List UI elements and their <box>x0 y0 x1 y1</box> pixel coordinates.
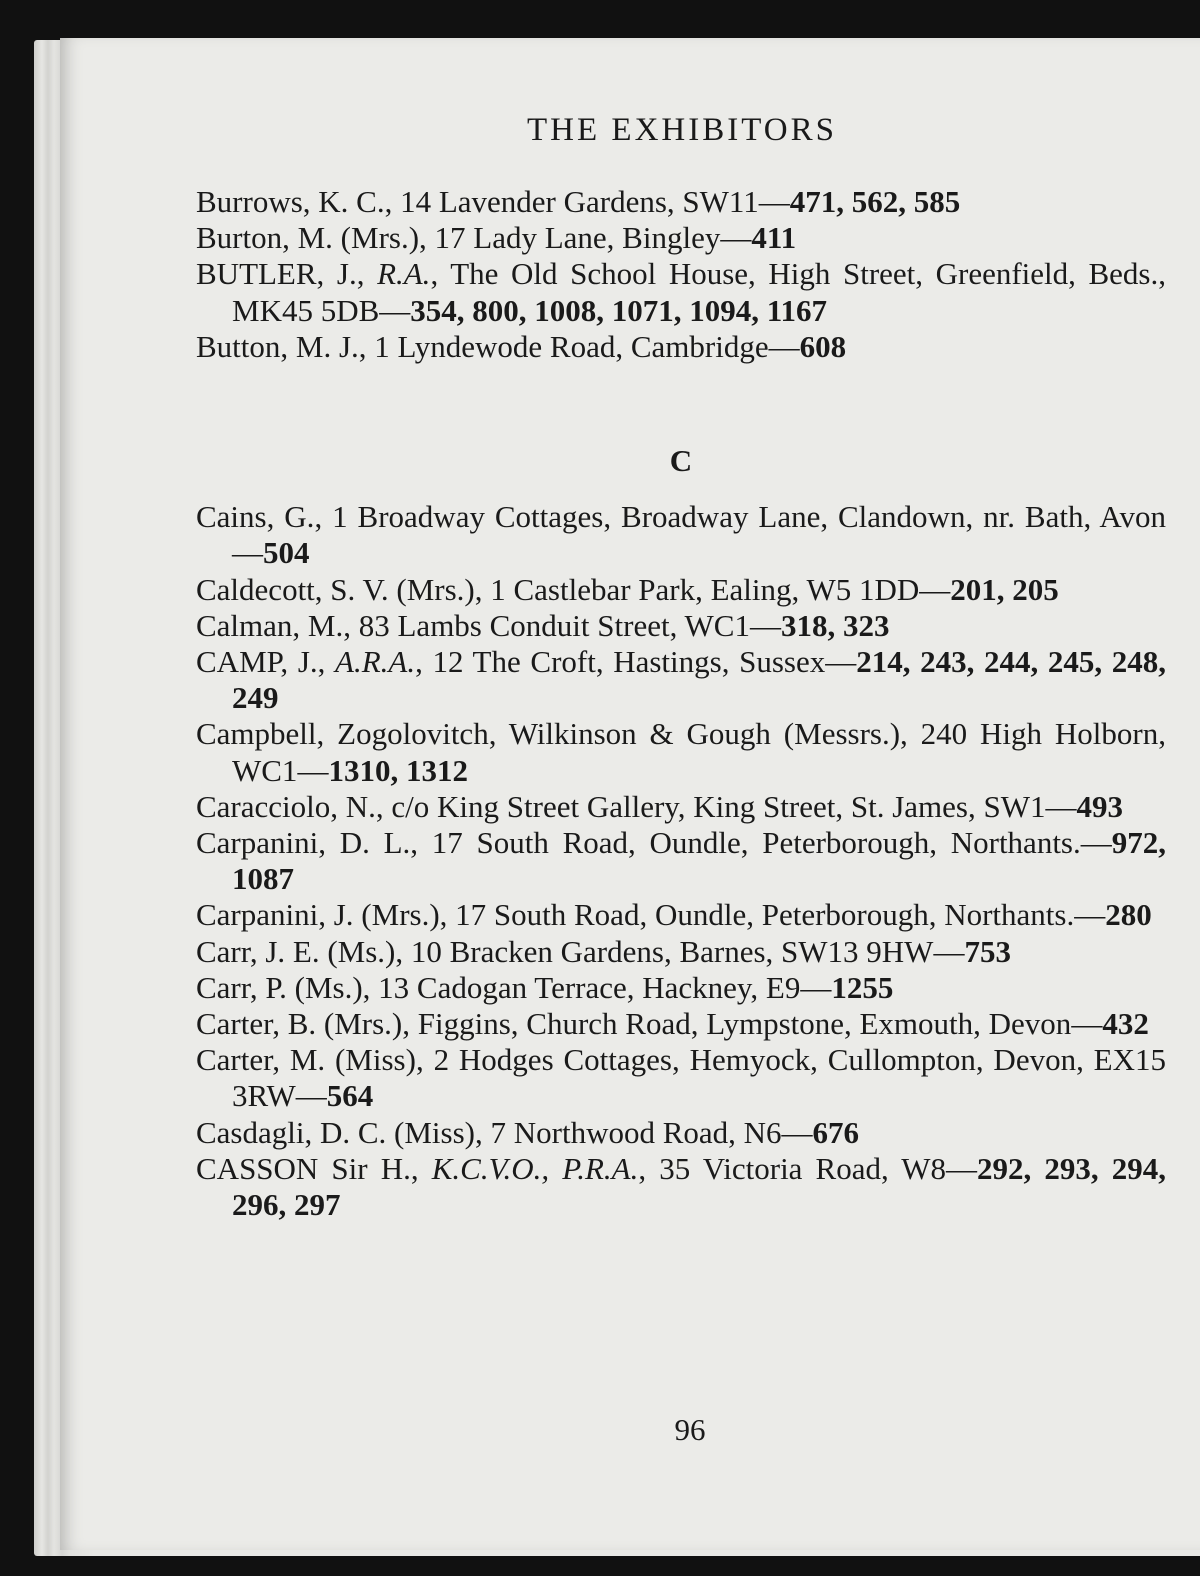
exhibitor-address: 17 South Road, Oundle, Peterborough, Northants. <box>455 897 1075 933</box>
exhibitor-name: Carr, J. E. (Ms.) <box>196 933 396 969</box>
exhibitor-address: 1 Broadway Cottages, Broadway Lane, Clandown, nr. Bath, Avon <box>332 499 1167 535</box>
exhibitor-entry: Carpanini, J. (Mrs.), 17 South Road, Oundle, Peterborough, Northants.—280 <box>196 897 1152 933</box>
exhibit-numbers: 493 <box>1076 788 1123 824</box>
exhibit-numbers: 676 <box>812 1114 860 1150</box>
exhibit-numbers: 1310, 1312 <box>328 752 468 788</box>
exhibitor-entry: Carr, P. (Ms.), 13 Cadogan Terrace, Hackney, E9—1255 <box>196 969 894 1005</box>
exhibitor-entry: Cains, G., 1 Broadway Cottages, Broadway Lane, Clandown, nr. Bath, Avon—504 <box>196 499 1167 571</box>
exhibitor-entry: Caracciolo, N., c/o King Street Gallery, King Street, St. James, SW1—493 <box>196 788 1123 824</box>
exhibit-numbers: 471, 562, 585 <box>789 184 961 219</box>
exhibitor-name: Casdagli, D. C. (Miss) <box>196 1114 475 1150</box>
exhibitor-entry: Carter, M. (Miss), 2 Hodges Cottages, Hemyock, Cullompton, Devon, EX15 3RW—564 <box>196 1042 1167 1114</box>
exhibitor-name: Carpanini, D. L. <box>196 825 411 861</box>
exhibitor-name: CAMP, J., <box>196 644 326 680</box>
exhibitor-entry: CASSON Sir H., K.C.V.O., P.R.A., 35 Victoria Road, W8—292, 293, 294, 296, 297 <box>196 1150 1167 1223</box>
exhibitor-honours: A.R.A. <box>335 644 416 680</box>
exhibitor-name: Cains, G. <box>196 499 315 535</box>
exhibit-numbers: 1255 <box>831 969 894 1005</box>
exhibitor-list <box>196 184 1166 1223</box>
exhibitor-entry: Button, M. J., 1 Lyndewode Road, Cambridge—608 <box>196 328 847 364</box>
exhibit-numbers: 411 <box>751 220 797 256</box>
exhibitor-name: Caracciolo, N. <box>196 788 376 824</box>
exhibitor-entry: Campbell, Zogolovitch, Wilkinson & Gough (Messrs.), 240 High Holborn, WC1—1310, 1312 <box>196 716 1166 788</box>
exhibit-numbers: 292, 293, 294, 296, 297 <box>232 1150 1167 1223</box>
exhibitor-address: 13 Cadogan Terrace, Hackney, E9 <box>378 969 801 1005</box>
exhibitor-address: 1 Lyndewode Road, Cambridge <box>374 328 769 364</box>
exhibitor-name: BUTLER, J., <box>196 256 365 292</box>
exhibitor-entry: Caldecott, S. V. (Mrs.), 1 Castlebar Park, Ealing, W5 1DD—201, 205 <box>196 571 1059 607</box>
exhibitor-name: Calman, M. <box>196 607 344 643</box>
exhibitor-address: c/o King Street Gallery, King Street, St. James, SW1 <box>391 788 1046 824</box>
exhibit-numbers: 318, 323 <box>780 607 890 643</box>
exhibitor-name: Carr, P. (Ms.) <box>196 969 363 1005</box>
exhibitor-name: Caldecott, S. V. (Mrs.) <box>196 571 475 607</box>
exhibitor-name: Burton, M. (Mrs.) <box>196 220 420 256</box>
exhibitor-name: Burrows, K. C. <box>196 184 385 219</box>
exhibitor-entry: Casdagli, D. C. (Miss), 7 Northwood Road, N6—676 <box>196 1114 860 1150</box>
exhibitor-address: 83 Lambs Conduit Street, WC1 <box>358 607 750 643</box>
exhibitor-address: 10 Bracken Gardens, Barnes, SW13 9HW <box>410 933 934 969</box>
exhibitor-entry: Carter, B. (Mrs.), Figgins, Church Road, Lympstone, Exmouth, Devon—432 <box>196 1006 1149 1042</box>
exhibitor-name: Carter, M. (Miss) <box>196 1042 416 1078</box>
exhibitor-address: 17 South Road, Oundle, Peterborough, Northants. <box>431 825 1081 861</box>
exhibitor-address: Figgins, Church Road, Lympstone, Exmouth, Devon <box>417 1006 1072 1042</box>
section-letter: C <box>669 443 693 479</box>
exhibitor-honours: R.A. <box>377 256 431 292</box>
exhibit-numbers: 972, 1087 <box>232 825 1166 897</box>
exhibit-numbers: 564 <box>326 1078 374 1114</box>
exhibitor-address: 12 The Croft, Hastings, Sussex <box>432 644 826 680</box>
exhibitor-honours: K.C.V.O., P.R.A. <box>431 1150 639 1186</box>
exhibit-numbers: 354, 800, 1008, 1071, 1094, 1167 <box>410 292 828 328</box>
exhibitor-name: Carter, B. (Mrs.) <box>196 1006 403 1042</box>
exhibitor-entry: Calman, M., 83 Lambs Conduit Street, WC1—318, 323 <box>196 607 890 643</box>
exhibitor-name: Button, M. J. <box>196 328 359 364</box>
exhibitor-entry: Carr, J. E. (Ms.), 10 Bracken Gardens, Barnes, SW13 9HW—753 <box>196 933 1011 969</box>
exhibitor-address: 35 Victoria Road, W8 <box>659 1150 947 1186</box>
exhibitor-address: 2 Hodges Cottages, Hemyock, Cullompton, Devon, EX15 3RW <box>232 1042 1167 1114</box>
exhibit-numbers: 201, 205 <box>950 571 1059 607</box>
exhibitor-name: Campbell, Zogolovitch, Wilkinson & Gough (Messrs.) <box>196 716 901 752</box>
exhibitor-entry: Burton, M. (Mrs.), 17 Lady Lane, Bingley—411 <box>196 220 797 256</box>
exhibit-numbers: 280 <box>1105 897 1152 933</box>
exhibitor-entry: CAMP, J., A.R.A., 12 The Croft, Hastings, Sussex—214, 243, 244, 245, 248, 249 <box>196 644 1167 716</box>
exhibitor-address: 17 Lady Lane, Bingley <box>434 220 721 256</box>
page-title: THE EXHIBITORS <box>527 112 837 148</box>
exhibitor-address: 240 High Holborn, WC1 <box>232 716 1166 788</box>
exhibit-numbers: 214, 243, 244, 245, 248, 249 <box>232 644 1167 716</box>
exhibit-numbers: 504 <box>263 535 310 571</box>
exhibitor-entry: Burrows, K. C., 14 Lavender Gardens, SW11—471, 562, 585 <box>196 184 961 219</box>
exhibitor-address: The Old School House, High Street, Greenfield, Beds., MK45 5DB <box>232 256 1166 328</box>
exhibitor-name: CASSON Sir H., <box>196 1150 419 1186</box>
exhibit-numbers: 753 <box>964 933 1011 969</box>
exhibitor-entry: Carpanini, D. L., 17 South Road, Oundle, Peterborough, Northants.—972, 1087 <box>196 825 1166 897</box>
exhibit-numbers: 432 <box>1102 1006 1149 1042</box>
page-number: 96 <box>674 1412 706 1447</box>
exhibit-numbers: 608 <box>799 328 847 364</box>
exhibitor-address: 14 Lavender Gardens, SW11 <box>400 184 759 219</box>
exhibitor-entry: BUTLER, J., R.A., The Old School House, High Street, Greenfield, Beds., MK45 5DB—354, 800, 1008, 1071, 1094, 1167 <box>196 256 1166 328</box>
exhibitor-address: 7 Northwood Road, N6 <box>490 1114 782 1150</box>
exhibitor-name: Carpanini, J. (Mrs.) <box>196 897 440 933</box>
exhibitor-address: 1 Castlebar Park, Ealing, W5 1DD <box>490 571 920 607</box>
